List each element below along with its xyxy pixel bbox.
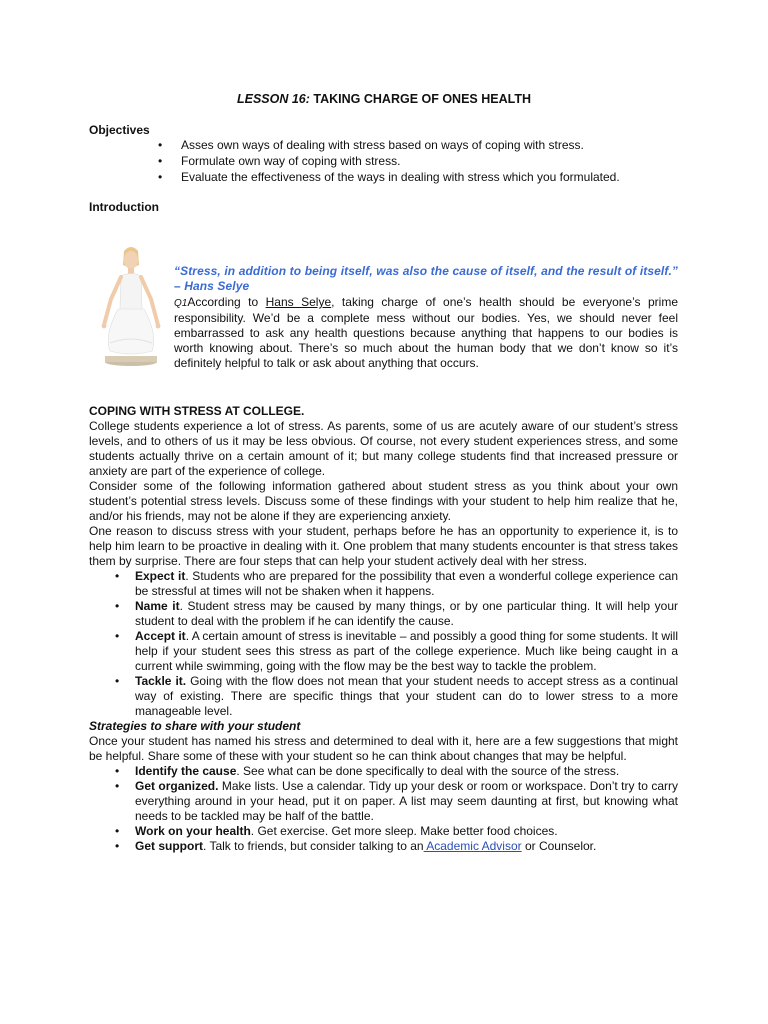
strategy-text-end: or Counselor. [521, 839, 597, 853]
step-text: Going with the flow does not mean that your student needs to accept stress as a continual way of existing. There are specific things that your student can do to lower stress to a more manageable level. [135, 674, 679, 718]
objectives-heading: Objectives [89, 123, 150, 137]
introduction-heading: Introduction [89, 200, 159, 214]
meditating-woman-image [96, 243, 166, 367]
four-steps-list [89, 569, 678, 719]
intro-text-start: According to [187, 295, 266, 309]
q1-marker: Q1 [174, 298, 188, 309]
step-item [89, 569, 678, 599]
objective-item: • Asses own ways of dealing with stress based on ways of coping with stress. [158, 137, 620, 153]
intro-text-rest: , taking charge of one’s health should be everyone’s prime responsibility. We’d be a complete mess without our bodies. Yes, we should never feel embarrassed to ask any health questions because anything that happens to our bodies is worth knowing about. There’s so much about the human body that we don’t know so it’s definitely helpful to talk or ask about anything that occurs. [174, 295, 678, 370]
strategies-heading: Strategies to share with your student [89, 719, 301, 733]
coping-paragraph: Consider some of the following information gathered about student stress as you think about your own student’s potential stress levels. Discuss some of these findings with your student to help him realize that he, and/or his friends, may not be alone if they are experiencing anxiety. [89, 479, 678, 523]
lesson-number: LESSON 16: [236, 92, 310, 106]
step-item [89, 629, 678, 674]
hans-selye-quote: “Stress, in addition to being itself, was also the cause of itself, and the result of itself.” – Hans Selye [174, 264, 678, 293]
lesson-title [0, 92, 768, 106]
objective-item: • Formulate own way of coping with stress. [158, 153, 620, 169]
step-text: . Student stress may be caused by many things, or by one particular thing. It will help your student to deal with the problem if he can identify the cause. [135, 599, 679, 628]
objectives-list [158, 137, 620, 185]
coping-paragraph: College students experience a lot of stress. As parents, some of us are acutely aware of our student’s stress levels, and to others of us it may be less obvious. Of course, not every student experiences stress, and some students actually thrive on a certain amount of it; but many college students find that increased pressure or anxiety are part of the experience of college. [89, 419, 678, 478]
strategy-text: . Get exercise. Get more sleep. Make better food choices. [250, 824, 558, 838]
step-term: Expect it [135, 569, 186, 583]
step-text: . A certain amount of stress is inevitable – and possibly a good thing for some students. It will help if your student sees this stress as part of the college experience. Much like being caught in a current while swimming, going with the flow may be the best way to tackle the problem. [135, 629, 678, 673]
strategy-text: . See what can be done specifically to deal with the source of the stress. [236, 764, 620, 778]
step-text: . Students who are prepared for the possibility that even a wonderful college experience can be stressful at times will not be shaken when it happens. [135, 569, 678, 598]
strategy-item [89, 839, 678, 854]
step-item [89, 599, 678, 629]
strategy-text: Make lists. Use a calendar. Tidy up your desk or room or workspace. Don’t try to carry everything around in your head, put it on paper. A list may seem daunting at first, but knowing what needs to be tackled may be half of the battle. [135, 779, 678, 823]
step-term: Name it [135, 599, 180, 613]
coping-heading: COPING WITH STRESS AT COLLEGE. [89, 404, 305, 418]
introduction-paragraph [174, 295, 678, 371]
strategy-item [89, 764, 678, 779]
coping-paragraph: One reason to discuss stress with your student, perhaps before he has an opportunity to experience it, is to help him learn to be proactive in dealing with it. One problem that many students encounter is that stress takes them by surprise. There are four steps that can help your student actively deal with her stress. [89, 524, 678, 568]
strategy-term: Identify the cause [135, 764, 237, 778]
hans-selye-name: Hans Selye [265, 295, 332, 309]
lesson-name: TAKING CHARGE OF ONES HEALTH [313, 92, 531, 106]
main-body [89, 404, 678, 854]
strategy-term: Get support [135, 839, 203, 853]
strategies-list [89, 764, 678, 854]
strategy-term: Work on your health [135, 824, 251, 838]
strategy-term: Get organized. [135, 779, 219, 793]
academic-advisor-link[interactable]: Academic Advisor [423, 839, 522, 853]
step-term: Tackle it. [135, 674, 187, 688]
strategy-item [89, 779, 678, 824]
step-term: Accept it [135, 629, 186, 643]
strategy-text: . Talk to friends, but consider talking to an [203, 839, 424, 853]
step-item [89, 674, 678, 719]
strategy-item [89, 824, 678, 839]
objective-item: • Evaluate the effectiveness of the ways in dealing with stress which you formulated. [158, 169, 620, 185]
strategies-paragraph: Once your student has named his stress and determined to deal with it, here are a few suggestions that might be helpful. Share some of these with your student so he can think about changes that may be helpful. [89, 734, 678, 763]
